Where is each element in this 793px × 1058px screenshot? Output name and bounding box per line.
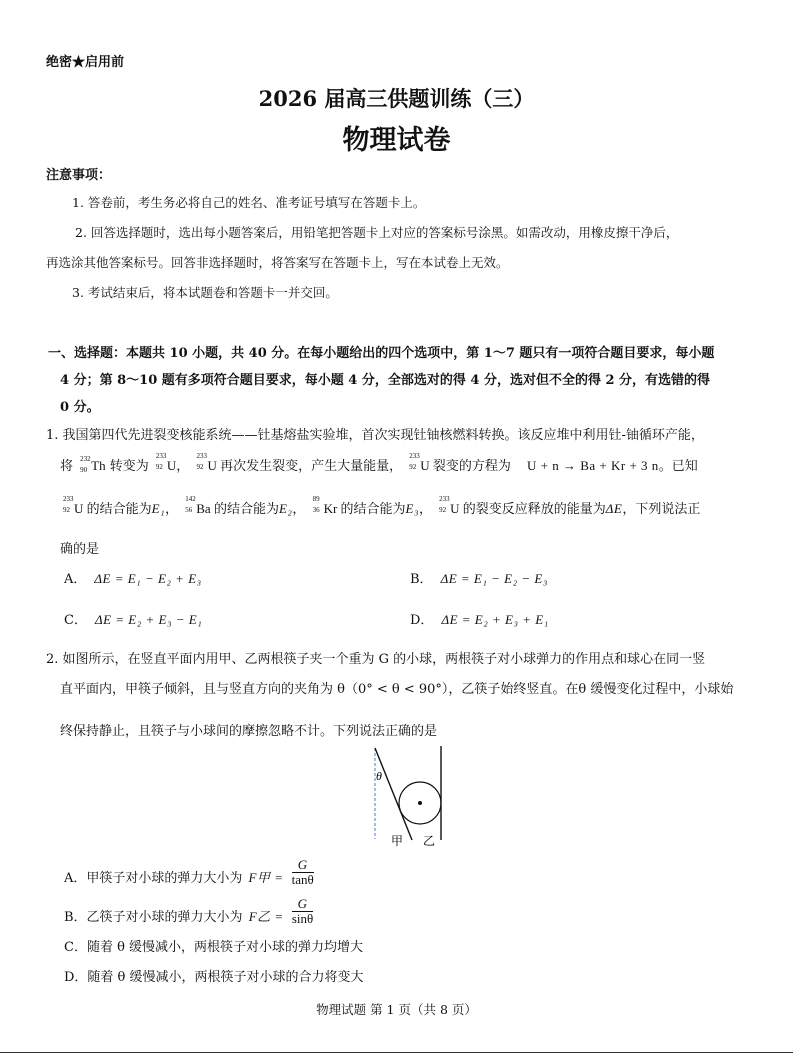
q2-option-a: A．甲筷子对小球的弹力大小为 F甲 = $\frac{G}{\tan\theta}$	[64, 857, 314, 887]
q1-text: 将	[60, 459, 74, 474]
q2-option-d: D．随着 θ 缓慢减小，两根筷子对小球的合力将变大	[64, 970, 364, 985]
note-1: 1. 答卷前，考生务必将自己的姓名、准考证号填写在答题卡上。	[72, 195, 426, 210]
q2-line2: 直平面内，甲筷子倾斜，且与竖直方向的夹角为 θ（0° < θ < 90°），乙筷子始终竖直。在θ 缓慢变化过程中，小球始	[60, 682, 734, 697]
chopstick-jia	[375, 748, 412, 840]
section1-line1: 一、选择题：本题共 10 小题，共 40 分。在每小题给出的四个选项中，第 1～7 题只有一项符合题目要求，每小题	[48, 346, 715, 361]
confidential-label: 绝密★启用前	[46, 55, 125, 70]
q1-line4: 确的是	[60, 542, 100, 557]
symbol-e2: E₂	[278, 501, 293, 516]
q1-text: 。已知	[658, 459, 698, 474]
q1-line2	[60, 452, 698, 474]
nuclide-u233: 233 92 U 的结合能为	[63, 495, 152, 516]
yi-label: 乙	[423, 834, 436, 848]
fraction-g-over-sin: $\frac{G}{\sin\theta}$	[291, 896, 314, 926]
section1-line3: 0 分。	[60, 400, 100, 415]
nuclide-u233: 233 92 U 的裂变反应释放的能量为	[439, 495, 606, 516]
exam-subject: 物理试卷	[342, 125, 451, 156]
fission-equation: U + n → Ba + Kr + 3 n	[527, 458, 659, 473]
q1-text: 转变为	[109, 459, 149, 474]
symbol-delta-e: ΔE	[605, 501, 623, 516]
page-footer: 物理试题 第 1 页（共 8 页）	[316, 1002, 477, 1017]
fraction-g-over-tan: $\frac{G}{\tan\theta}$	[291, 857, 314, 887]
symbol-e3: E₃	[405, 501, 419, 516]
section1-line2: 4 分；第 8～10 题有多项符合题目要求，每小题 4 分，全部选对的得 4 分，选对但不全的得 2 分，有选错的得	[60, 373, 711, 388]
chopsticks-figure	[362, 744, 452, 850]
q2-line1: 2. 如图所示，在竖直平面内用甲、乙两根筷子夹一个重为 G 的小球，两根筷子对小球弹力的作用点和球心在同一竖	[46, 652, 706, 667]
note-3: 3. 考试结束后，将本试题卷和答题卡一并交回。	[72, 285, 338, 300]
ball-center	[418, 801, 422, 805]
q1-text: ，下列说法正	[622, 502, 701, 517]
nuclide-u233: 233 92 U 再次发生裂变，产生大量能量，	[196, 452, 403, 473]
q2-option-b: B．乙筷子对小球的弹力大小为 F乙 = $\frac{G}{\sin\theta}$	[64, 896, 314, 926]
nuclide-u233: 233 92 U，	[155, 452, 190, 473]
nuclide-u233: 233 92 U 裂变的方程为	[409, 452, 511, 473]
q1-option-d: D． ΔE = E₂ + E₃ + E₁	[410, 612, 549, 628]
nuclide-kr89: 89 36 Kr 的结合能为	[312, 495, 406, 516]
q1-option-a: A． ΔE = E₁ − E₂ + E₃	[64, 571, 202, 587]
theta-label: θ	[376, 769, 382, 783]
nuclide-ba142: 142 56 Ba 的结合能为	[185, 495, 279, 516]
q1-option-b: B． ΔE = E₁ − E₂ − E₃	[410, 571, 548, 587]
q1-line1: 1. 我国第四代先进裂变核能系统——钍基熔盐实验堆，首次实现钍铀核燃料转换。该反应堆中利用钍-铀循环产能，	[46, 428, 704, 443]
q2-line3: 终保持静止，且筷子与小球间的摩擦忽略不计。下列说法正确的是	[60, 724, 438, 739]
note-2a: 2. 回答选择题时，选出每小题答案后，用铅笔把答题卡上对应的答案标号涂黑。如需改动，用橡皮擦干净后，	[75, 225, 679, 240]
nuclide-th232: 232 90 Th	[80, 455, 106, 474]
symbol-e1: E₁	[151, 501, 166, 516]
exam-title: 2026 届高三供题训练（三）	[258, 86, 535, 111]
notes-heading: 注意事项：	[46, 168, 112, 183]
q2-option-c: C．随着 θ 缓慢减小，两根筷子对小球的弹力均增大	[64, 940, 364, 955]
bottom-divider	[0, 1052, 793, 1053]
q1-option-c: C． ΔE = E₂ + E₃ − E₁	[64, 612, 203, 628]
jia-label: 甲	[391, 834, 404, 848]
q1-line3: 233 92 U 的结合能为E₁， 142 56 Ba 的结合能为E₂， 89 36 Kr 的结合能为E₃， 233 92 U 的裂变反应释放的能量为ΔE，下列说法正	[63, 495, 701, 517]
note-2b: 再选涂其他答案标号。回答非选择题时，将答案写在答题卡上，写在本试卷上无效。	[46, 255, 509, 270]
